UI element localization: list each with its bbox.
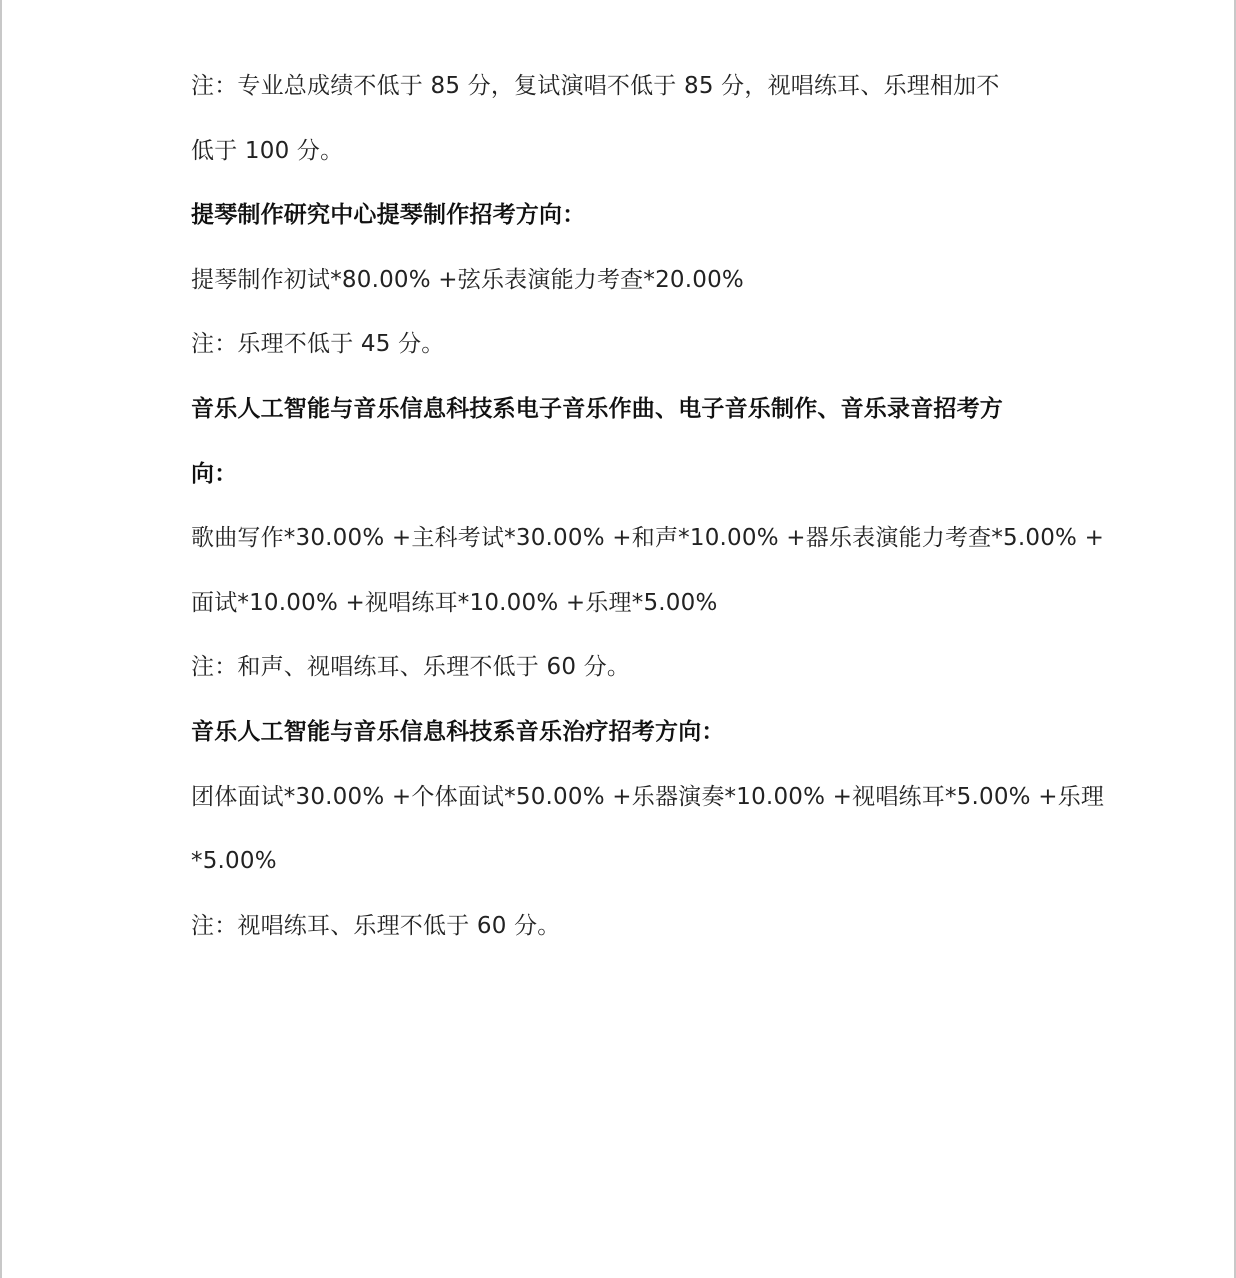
note-line: 低于 100 分。 xyxy=(191,137,344,164)
section-heading: 音乐人工智能与音乐信息科技系音乐治疗招考方向： xyxy=(191,718,725,745)
formula-line: 提琴制作初试*80.00% +弦乐表演能力考查*20.00% xyxy=(191,266,744,293)
formula-line: *5.00% xyxy=(191,848,277,875)
note-line: 注：乐理不低于 45 分。 xyxy=(191,331,445,358)
note-line: 注：视唱练耳、乐理不低于 60 分。 xyxy=(191,912,561,939)
formula-line: 歌曲写作*30.00% +主科考试*30.00% +和声*10.00% +器乐表演能力考查*5.00% + xyxy=(191,525,1105,552)
section-heading: 向： xyxy=(191,460,238,487)
note-line: 注：和声、视唱练耳、乐理不低于 60 分。 xyxy=(191,654,631,681)
note-line: 注：专业总成绩不低于 85 分，复试演唱不低于 85 分，视唱练耳、乐理相加不 xyxy=(191,73,1000,99)
formula-line: 团体面试*30.00% +个体面试*50.00% +乐器演奏*10.00% +视唱练耳*5.00% +乐理 xyxy=(191,783,1105,810)
section-heading: 提琴制作研究中心提琴制作招考方向： xyxy=(191,202,586,229)
formula-line: 面试*10.00% +视唱练耳*10.00% +乐理*5.00% xyxy=(191,589,718,616)
document-body xyxy=(191,54,1105,958)
section-heading: 音乐人工智能与音乐信息科技系电子音乐作曲、电子音乐制作、音乐录音招考方 xyxy=(191,395,1003,422)
